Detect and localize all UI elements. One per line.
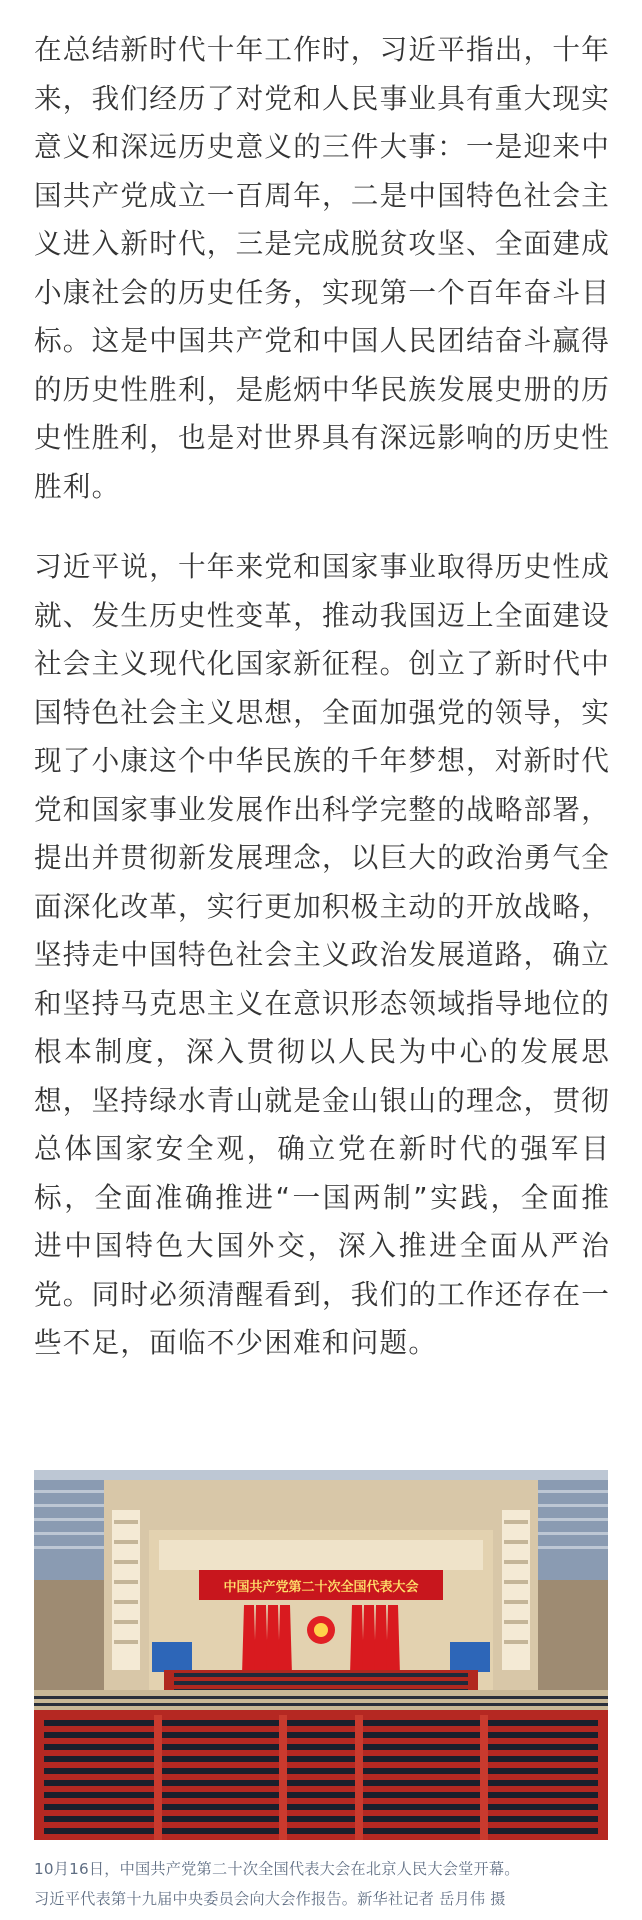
banner-text: 中国共产党第二十次全国代表大会: [223, 1580, 419, 1595]
caption-line-2: 习近平代表第十九届中央委员会向大会作报告。新华社记者 岳月伟 摄: [34, 1890, 506, 1908]
left-screen: [152, 1642, 192, 1672]
paragraph-2: 习近平说，十年来党和国家事业取得历史性成就、发生历史性变革，推动我国迈上全面建设社会主义现代化国家新征程。创立了新时代中国特色社会主义思想，全面加强党的领导，实现了小康这个中华民族的千年梦想，对新时代党和国家事业发展作出科学完整的战略部署，提出并贯彻新发展理念，以巨大的政治勇气全面深化改革，实行更加积极主动的开放战略，坚持走中国特色社会主义政治发展道路，确立和坚持马克思主义在意识形态领域指导地位的根本制度，深入贯彻以人民为中心的发展思想，坚持绿水青山就是金山银山的理念，贯彻总体国家安全观，确立党在新时代的强军目标，全面准确推进“一国两制”实践，全面推进中国特色大国外交，深入推进全面从严治党。同时必须清醒看到，我们的工作还存在一些不足，面临不少困难和问题。: [34, 550, 610, 1359]
right-screen: [450, 1642, 490, 1672]
caption-line-1: 10月16日，中国共产党第二十次全国代表大会在北京人民大会堂开幕。: [34, 1860, 520, 1878]
news-photo: [34, 1470, 608, 1840]
paragraph-1: 在总结新时代十年工作时，习近平指出，十年来，我们经历了对党和人民事业具有重大现实意义和深远历史意义的三件大事：一是迎来中国共产党成立一百周年，二是中国特色社会主义进入新时代，三是完成脱贫攻坚、全面建成小康社会的历史任务，实现第一个百年奋斗目标。这是中国共产党和中国人民团结奋斗赢得的历史性胜利，是彪炳中华民族发展史册的历史性胜利，也是对世界具有深远影响的历史性胜利。: [34, 33, 610, 503]
photo-caption: [34, 1854, 624, 1914]
